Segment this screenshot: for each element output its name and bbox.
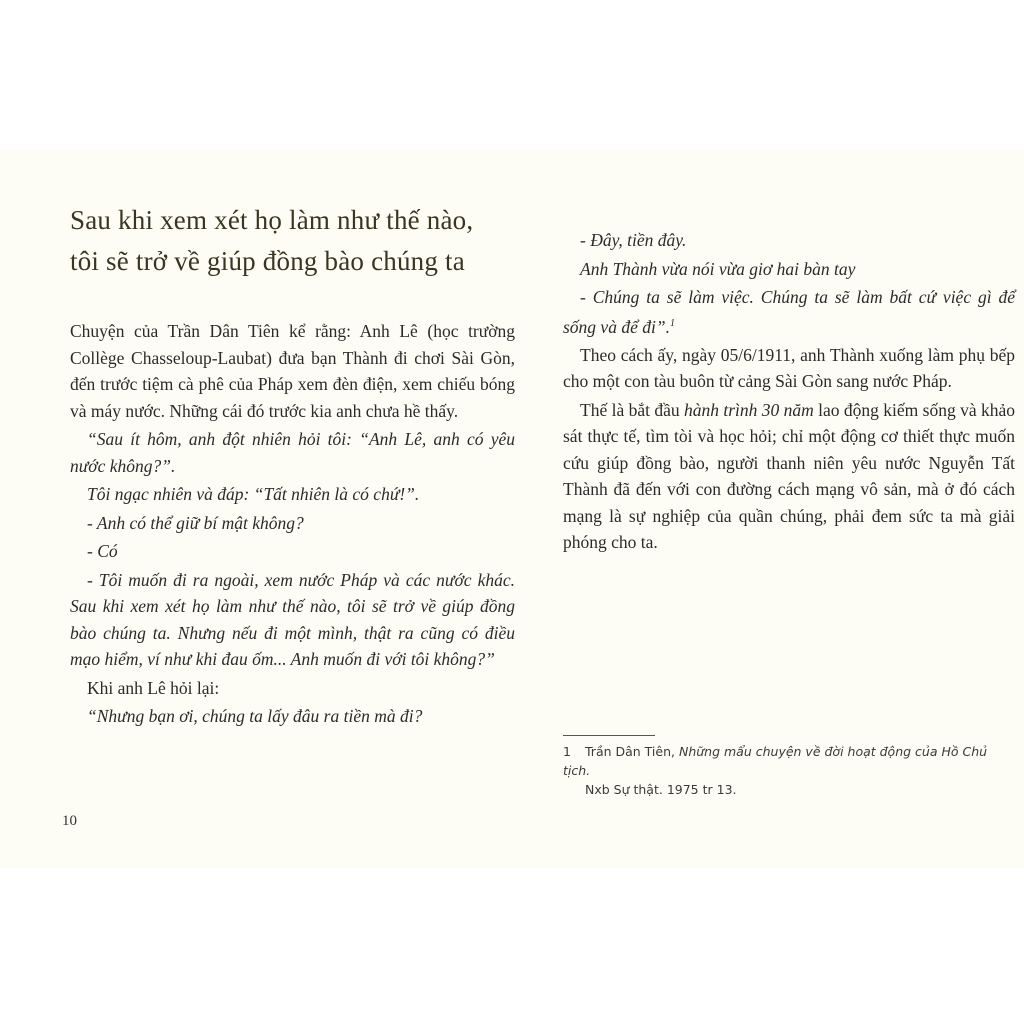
footnote-reference[interactable]: 1 [669, 317, 675, 329]
paragraph: Theo cách ấy, ngày 05/6/1911, anh Thành xuống làm phụ bếp cho một con tàu buôn từ cảng Sài Gòn sang nước Pháp. [563, 344, 1015, 392]
footnote-author: Trần Dân Tiên, [585, 744, 675, 759]
dialogue-line: - Đây, tiền đây. [580, 230, 687, 250]
quote-paragraph: Anh Thành vừa nói vừa giơ hai bàn tay [580, 258, 856, 279]
paragraph [563, 397, 1015, 556]
quote-paragraph: “Sau ít hôm, anh đột nhiên hỏi tôi: “Anh Lê, anh có yêu nước không?”. [70, 429, 515, 476]
quote-paragraph: “Nhưng bạn ơi, chúng ta lấy đâu ra tiền mà đi? [87, 706, 423, 726]
paragraph: Khi anh Lê hỏi lại: [87, 677, 220, 698]
right-column [563, 227, 1015, 556]
chapter-title-line-1: Sau khi xem xét họ làm như thế nào, [70, 205, 474, 235]
quote-paragraph: Tôi ngạc nhiên và đáp: “Tất nhiên là có chứ!”. [87, 484, 420, 504]
footnote-publisher: Nxb Sự thật. 1975 tr 13. [585, 782, 737, 797]
dialogue-line [563, 284, 1015, 340]
footnote [563, 742, 1013, 799]
dialogue-text: - Chúng ta sẽ làm việc. Chúng ta sẽ làm bất cứ việc gì để sống và để đi”. [563, 287, 1015, 337]
dialogue-line: - Có [87, 541, 118, 561]
emphasis-text: hành trình 30 năm [683, 399, 814, 420]
paragraph-text: Thế là bắt đầu [580, 399, 684, 420]
left-column [70, 200, 515, 730]
dialogue-line: - Anh có thể giữ bí mật không? [87, 512, 304, 533]
page-number: 10 [62, 813, 77, 829]
paragraph-text: lao động kiếm sống và khảo sát thực tế, tìm tòi và học hỏi; chỉ một động cơ thiết thực muốn cứu giúp đồng bào, người thanh niên yêu nước Nguyễn Tất Thành đã đến với con đường cách mạng vô sản, mà ở đó cách mạng là sự nghiệp của quần chúng, phải đem sức ta mà giải phóng cho ta. [563, 399, 1016, 553]
footnote-divider [563, 735, 655, 736]
footnote-number: 1 [563, 744, 571, 759]
paragraph: Chuyện của Trần Dân Tiên kể rằng: Anh Lê (học trường Collège Chasseloup-Laubat) đưa bạn Thành đi chơi Sài Gòn, đến trước tiệm cà phê của Pháp xem đèn điện, xem chiếu bóng và máy nước. Những cái đó trước kia anh chưa hề thấy. [70, 321, 515, 421]
dialogue-line: - Tôi muốn đi ra ngoài, xem nước Pháp và các nước khác. Sau khi xem xét họ làm như thế nào, tôi sẽ trở về giúp đồng bào chúng ta. Nhưng nếu đi một mình, thật ra cũng có điều mạo hiểm, ví như khi đau ốm... Anh muốn đi với tôi không?” [70, 569, 515, 669]
chapter-title [70, 200, 515, 282]
chapter-title-line-2: tôi sẽ trở về giúp đồng bào chúng ta [70, 246, 465, 276]
footnote-title: Những mẩu chuyện về đời hoạt động của Hồ Chủ tịch. [563, 744, 988, 778]
